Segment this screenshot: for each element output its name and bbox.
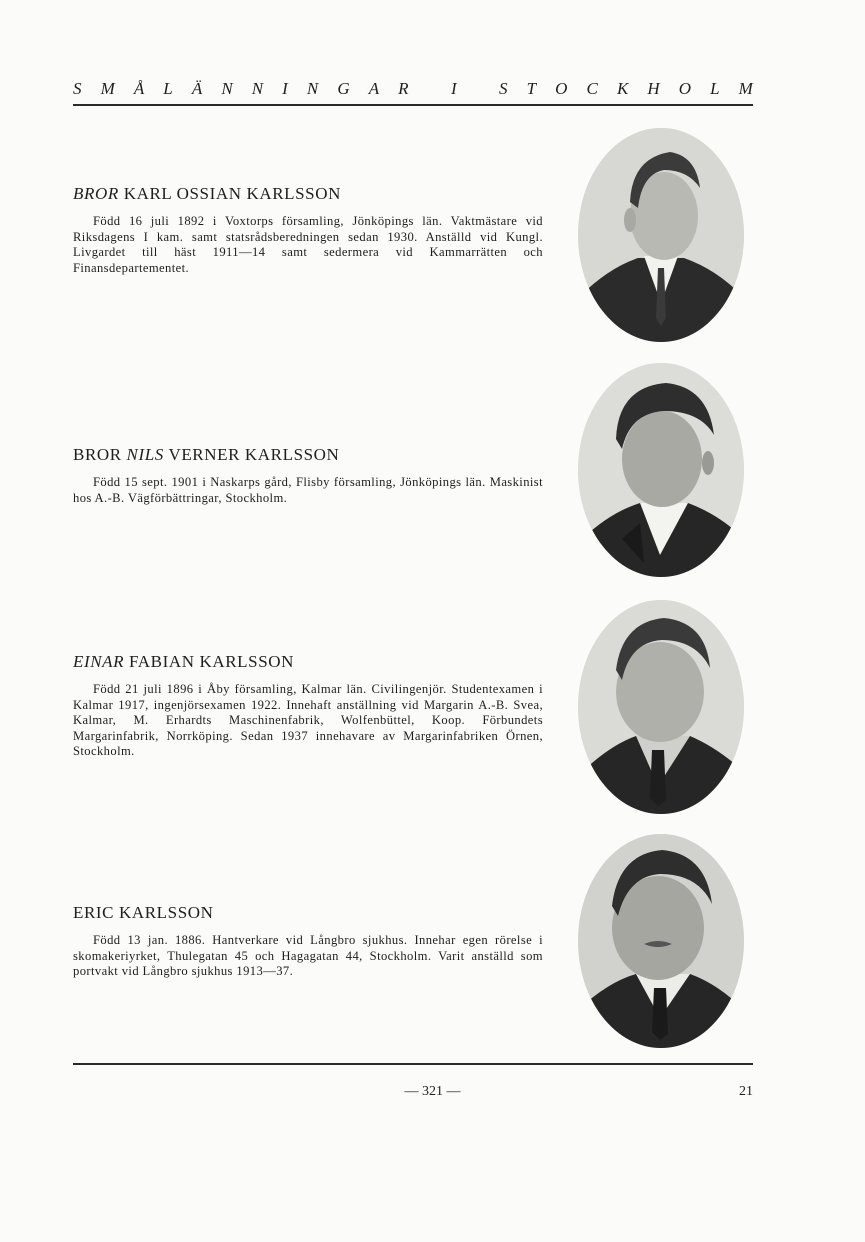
- running-head-letter: N: [251, 79, 264, 98]
- running-head-letter: K: [616, 79, 629, 98]
- portrait-photo-icon: [578, 834, 744, 1048]
- entry-eric: [73, 903, 543, 980]
- running-head-letter: L: [710, 79, 720, 98]
- name-pre: BROR: [73, 445, 127, 464]
- running-head-letter: O: [678, 79, 691, 98]
- running-head-letter: Å: [133, 79, 145, 98]
- name-italic: BROR: [73, 184, 119, 203]
- page-number: — 321 —: [404, 1084, 461, 1099]
- running-head-letter: N: [306, 79, 319, 98]
- running-head-letter: [476, 79, 480, 99]
- running-head-letter: S: [73, 79, 82, 98]
- running-head-letter: A: [368, 79, 380, 98]
- entry-bio: Född 16 juli 1892 i Voxtorps församling, Jönköpings län. Vaktmästare vid Riksdagens I kam. samt statsrådsberedningen sedan 1930. Anställd vid Kungl. Livgardet till häst 1911—14 samt sedermera vid Kammarrätten och Finansdepartementet.: [73, 214, 543, 275]
- entry-einar-fabian: [73, 652, 543, 760]
- running-head-letter: H: [647, 79, 660, 98]
- running-head-letter: I: [450, 79, 457, 98]
- name-italic: NILS: [126, 445, 164, 464]
- running-head-letter: G: [337, 79, 350, 98]
- name-rest: FABIAN KARLSSON: [124, 652, 295, 671]
- running-head-letter: T: [526, 79, 537, 98]
- entry-name: [73, 903, 543, 923]
- entry-name: [73, 445, 543, 465]
- portrait-photo-icon: [578, 128, 744, 342]
- name-rest: ERIC KARLSSON: [73, 903, 214, 922]
- running-head-letter: L: [163, 79, 173, 98]
- running-head-letter: [428, 79, 432, 99]
- portrait-photo-icon: [578, 363, 744, 577]
- footer-rule: [73, 1063, 753, 1065]
- entry-name: [73, 184, 543, 204]
- name-rest: KARL OSSIAN KARLSSON: [118, 184, 341, 203]
- entry-bror-nils-verner: [73, 445, 543, 506]
- running-head-letter: M: [100, 79, 115, 98]
- header-rule: [73, 104, 753, 106]
- name-rest: VERNER KARLSSON: [163, 445, 340, 464]
- entry-bror-karl-ossian: [73, 184, 543, 276]
- running-head-letter: I: [282, 79, 288, 98]
- name-italic: EINAR: [73, 652, 125, 671]
- running-head-letter: Ä: [191, 79, 203, 98]
- running-head-letter: N: [221, 79, 233, 98]
- entry-bio: Född 13 jan. 1886. Hantverkare vid Långbro sjukhus. Innehar egen rörelse i skomakeriyrket, Thulegatan 45 och Hagagatan 44, Stockholm. Varit anställd som portvakt vid Långbro sjukhus 1913—37.: [73, 933, 543, 979]
- portrait-photo-icon: [578, 600, 744, 814]
- sheet-number: 21: [739, 1084, 753, 1099]
- entry-name: [73, 652, 543, 672]
- entry-bio: Född 15 sept. 1901 i Naskarps gård, Flisby församling, Jönköpings län. Maskinist hos A.-B. Vägförbättringar, Stockholm.: [73, 475, 543, 505]
- running-head-letter: S: [499, 79, 508, 98]
- running-head-letter: C: [586, 79, 598, 98]
- running-head-letter: O: [555, 79, 568, 98]
- running-head-letter: M: [738, 79, 753, 98]
- running-head: [73, 79, 753, 99]
- running-head-letter: R: [398, 79, 409, 98]
- entry-bio: Född 21 juli 1896 i Åby församling, Kalmar län. Civilingenjör. Studentexamen i Kalmar 1917, ingenjörsexamen 1922. Innehaft anställning vid Margarin A.-B. Svea, Kalmar, M. Erhardts Maschinenfabrik, Wolfenbüttel, Koop. Förbundets Margarinfabrik, Norrköping. Sedan 1937 innehavare av Margarinfabriken Örnen, Stockholm.: [73, 682, 543, 759]
